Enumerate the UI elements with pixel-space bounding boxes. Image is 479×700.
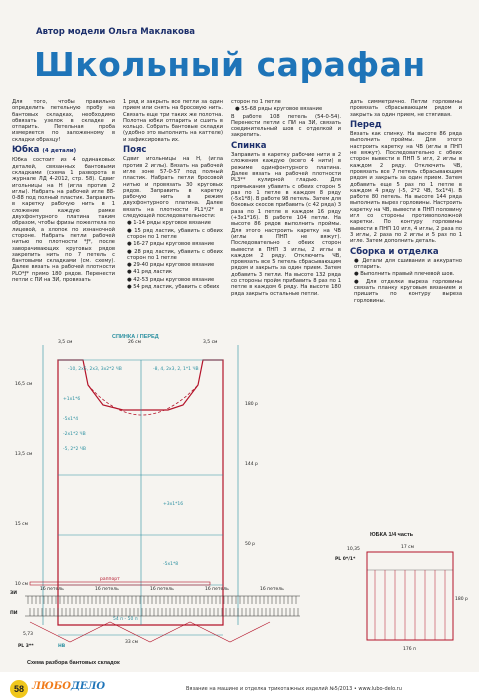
sborka-item: ● Для отделки выреза горловины связать планку круговым вязанием и пришить по контуру выреза горловины. bbox=[354, 278, 462, 304]
diag-side-label: 10 см bbox=[15, 582, 29, 587]
scheme-zi-label: ЗИ bbox=[10, 591, 17, 596]
scheme-rapport-label: раппорт bbox=[100, 577, 120, 582]
col3-top-text: сторон по 1 петле bbox=[231, 99, 281, 105]
section-poyas-heading: Пояс bbox=[123, 145, 147, 156]
poyas-item: ● 15 ряд ластик, убавить с обеих сторон по 1 петле bbox=[127, 227, 223, 240]
skirt-bottom-label: 176 п bbox=[403, 647, 416, 652]
diag-plo: PL 3** bbox=[18, 644, 34, 649]
poyas-item: ● 1-14 ряды круговое вязание bbox=[127, 220, 211, 227]
diag-label: -5x1*4 bbox=[63, 417, 79, 422]
diag-side-label: 16,5 см bbox=[15, 382, 33, 387]
intro-text: Для того, чтобы правильно определить петельную пробу на бантовых складках, необходимо обвязать узелок в складке и отпарить. Петельная проба измеряется по заложенному в складки образцу! bbox=[12, 99, 115, 143]
skirt-outline bbox=[367, 552, 453, 640]
diag-label: +1x1*6 bbox=[63, 397, 81, 402]
col4-top-text: дать симметрично. Петли горловины провязать сбрасывающим рядом и закрыть за один прием, не стягивая. bbox=[350, 99, 462, 118]
magazine-logo: ЛЮБОДЕЛО bbox=[32, 681, 106, 692]
scheme-needles bbox=[28, 596, 298, 616]
pered-text: Вязать как спинку. На высоте 86 ряда выполнить проймы. Для этого настроить каретку на ЧВ (иглы в ПНП не вяжут). Последовательно с обеих сторон вывести в ПНП 5 игл, 2 иглы в каждом 2 ряду. Отключить ЧВ, провязать все 7 петель сбрасывающим рядом и закрыть за один прием. Затем добавить еще 5 раз по 1 петле в каждом 4 ряду (-5, 2*2 ЧВ, 5x1*4). В работе 80 петель. На высоте 144 ряда выполнить вырез горловины. Настроить каретку на ЧВ, вывести в ПНП половину игл со стороны противоположной каретки. По контуру горловины вывести в ПНП 10 игл, 4 иглы, 2 раза по 3 иглы, 2 раза по 2 иглы и 5 раз по 1 игле. Затем дополнить деталь. bbox=[350, 131, 462, 245]
column-4 bbox=[350, 99, 462, 305]
diag-label: -8, 4, 2x3, 2, 1*1 ЧВ bbox=[153, 367, 199, 372]
diag-side-label: 15 см bbox=[15, 522, 29, 527]
diag-top-label: 3,5 см bbox=[58, 340, 73, 345]
col3-text: В работе 108 петель (54-0-54). Перенести петли с ПИ на ЗИ, связать соединительный шов с отделкой и закрепить. bbox=[231, 113, 341, 139]
col3-item: ● 55-68 ряды круговое вязание bbox=[235, 106, 323, 113]
poyas-item: ● 41 ряд ластик bbox=[127, 269, 172, 276]
skirt-title: ЮБКА 1/4 часть bbox=[370, 532, 414, 538]
column-3 bbox=[231, 99, 341, 298]
scheme-label: 16 петель bbox=[150, 587, 174, 592]
scheme-rapport-bracket bbox=[30, 582, 210, 585]
scheme-label: 16 петель bbox=[95, 587, 119, 592]
yubka-text: Юбка состоит из 4 одинаковых деталей, связанных бантовыми складками (схема 1 разворота в журнале ЛД 4-2012, стр. 58). Сдвиг игольницы на Н (игла против 2 иглы). Набрать на рабочей игле 88-0-88 под полный пластик. Заправить в каретку рабочую нить в 1 сложение каждую рамке двухфонтурного платина таким образом, чтобы фризы пожелтела по лицевой, а хлопок по изнаночной стороне. Набрать петли рабочей нитью по плотности *ƒ*, после заворачивающих круговых рядов закрепить нить по 7 петель с бантовыми складками (см. схему). Далее вязать на рабочей плотности PLO*ƒ* прямо 180 рядов. Перенести петли с ПИ на ЗИ, провязать bbox=[12, 157, 115, 284]
diag-label: -5, 2*2 ЧВ bbox=[63, 447, 86, 452]
section-pered-heading: Перед bbox=[350, 119, 382, 130]
skirt-rows: 180 р bbox=[455, 597, 468, 602]
footer-text: Вязание на машине и отделка трикотажных изделий №5/2013 • www.lubo-delo.ru bbox=[186, 686, 402, 692]
column-1 bbox=[12, 99, 115, 284]
scheme-label: 16 петель bbox=[40, 587, 64, 592]
diag-label: 54 п - 50 п bbox=[113, 617, 138, 622]
scheme-label: 16 петель bbox=[205, 587, 229, 592]
diag-nv: НВ bbox=[58, 644, 66, 649]
scheme-label: 16 петель bbox=[260, 587, 284, 592]
poyas-item: ● 42-53 ряды круговое вязание bbox=[127, 276, 215, 283]
poyas-item: ● 29-40 ряды круговое вязание bbox=[127, 262, 215, 269]
column-2 bbox=[123, 99, 223, 291]
poyas-text: Сдвиг игольницы на H, (игла против 2 иглы). Вязать на рабочей игле зоне 57-0-57 под полный пластик. Набрать петли бросовой нитью и провязать 30 круговых рядов. Заправить в каретку рабочую нить в режим двухфонтурного платина. Далее вязать на плотности PL1*/2* в следующей последовательности: bbox=[123, 156, 223, 220]
skirt-dim: 10,35 bbox=[347, 547, 360, 552]
poyas-item: ● 28 ряд ластик, убавить с обеих сторон по 1 петле bbox=[127, 248, 223, 261]
poyas-item: ● 16-27 ряды круговое вязание bbox=[127, 241, 215, 248]
sborka-item: ● Детали для сшивания и аккуратно отпарить. bbox=[354, 257, 462, 271]
section-sborka-heading: Сборка и отделка bbox=[350, 246, 439, 257]
diagram-title: СПИНКА / ПЕРЕД bbox=[112, 334, 159, 340]
diag-top-label: 3,5 см bbox=[203, 340, 218, 345]
col2-top-text: 1 ряд и закрыть все петли за один прием или снять на бросовую нить. Связать еще три таких же полотна. Полотна юбки отпарить и сшить в кольцо. Собрать бантовые складки (удобно это выполнить на каттеле) и зафиксировать их. bbox=[123, 99, 223, 143]
scheme-pi-label: ПИ bbox=[10, 611, 18, 616]
author-line: Автор модели Ольга Маклакова bbox=[36, 27, 195, 37]
diag-label: -10, 2x5, 2x3, 3x2*2 ЧВ bbox=[68, 367, 122, 372]
scheme-fold-lines bbox=[30, 622, 270, 642]
diag-label: -2x1*2 ЧВ bbox=[63, 432, 86, 437]
scheme-caption: Схема разбора бантовых складок bbox=[27, 660, 120, 666]
diag-dim: 5,73 bbox=[23, 632, 34, 637]
diag-side-label: 144 р bbox=[245, 462, 258, 467]
diag-label: -5x1*8 bbox=[163, 562, 179, 567]
section-spinka-heading: Спинка bbox=[231, 140, 267, 151]
skirt-top-label: 17 см bbox=[401, 545, 415, 550]
page-number: 58 bbox=[10, 680, 28, 698]
skirt-plo: PL 0*/1* bbox=[335, 557, 356, 562]
page-title: Школьный сарафан bbox=[34, 45, 426, 84]
diag-label: 33 см bbox=[125, 640, 139, 645]
poyas-item: ● 54 ряд ластик, убавить с обеих bbox=[127, 284, 220, 291]
diag-label: +3x1*16 bbox=[163, 502, 184, 507]
diag-side-label: 180 р bbox=[245, 402, 258, 407]
diag-side-label: 50 р bbox=[245, 542, 256, 547]
diag-top-label: 26 см bbox=[128, 340, 142, 345]
skirt-pleat-lines bbox=[375, 570, 445, 640]
spinka-text: Заправить в каретку рабочие нити в 2 сложения каждую (всего 4 нити) в режиме одинфонтурного платина. Далее вязать на рабочей плотности PL3** кулирной гладью. Для примыкания убавить с обеих сторон 5 раз по 1 петле в каждом 8 ряду (-5x1*8). В работе 98 петель. Затем для боковых скосов прибавить (с 42 ряда) 3 раза по 1 петле в каждом 16 ряду (+3x1*16). В работе 104 петли. На высоте 86 рядов выполнить проймы. Для этого настроить каретку на ЧВ (иглы в ПНП не вяжут). Последовательно с обеих сторон вывести в ПНП 3 иглы, 2 иглы в каждом 2 ряду. Отключить ЧВ, провязать все 5 петель сбрасывающим рядом и закрыть за один прием. Затем добавить 3 петли. На высоте 132 ряда со стороны пройм прибавить 8 раз по 1 петле в каждом 6 ряду. На высоте 180 ряда закрыть остальные петли. bbox=[231, 152, 341, 297]
skirt-diagram bbox=[305, 540, 475, 655]
section-yubka-heading: Юбка (4 детали) bbox=[12, 145, 77, 156]
sborka-item: ● Выполнить правый плечевой шов. bbox=[354, 271, 455, 278]
pleat-scheme bbox=[10, 572, 310, 657]
diag-side-label: 13,5 см bbox=[15, 452, 33, 457]
